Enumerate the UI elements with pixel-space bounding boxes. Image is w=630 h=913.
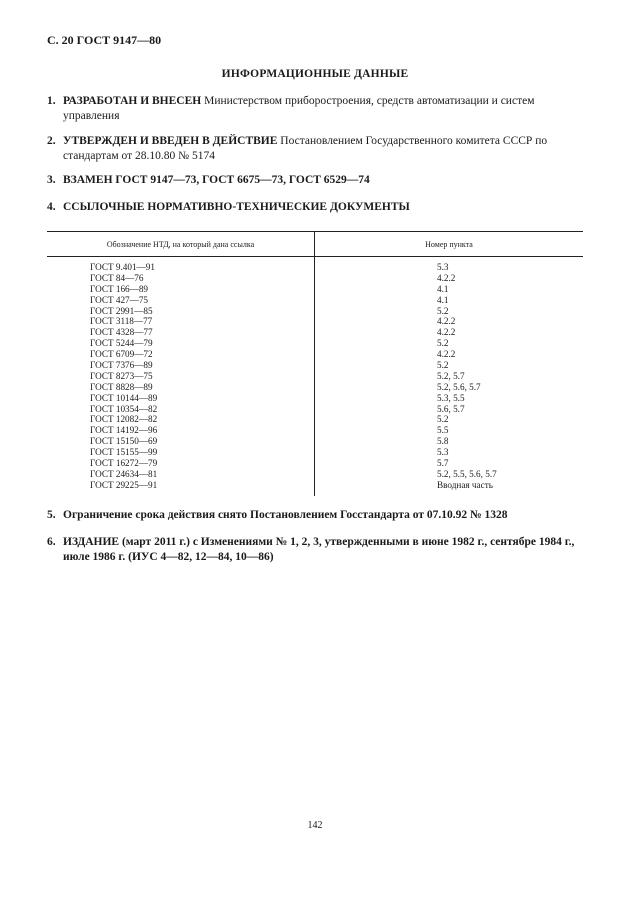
section-number: 2. [47,135,56,147]
table-cell-clause: 5.7 [437,458,449,469]
table-cell-clause: 5.2 [437,414,449,425]
table-cell-clause: Вводная часть [437,479,493,490]
table-cell-document: ГОСТ 29225—91 [90,479,158,490]
section-number: 5. [47,509,56,521]
page-header: С. 20 ГОСТ 9147—80 [47,33,162,47]
section-lead: УТВЕРЖДЕН И ВВЕДЕН В ДЕЙСТВИЕ [63,135,278,147]
section-number: 3. [47,174,56,186]
section-number: 4. [47,201,56,213]
table-column-divider [314,232,315,496]
table-cell-clause: 5.6, 5.7 [437,403,465,414]
table-cell-clause: 5.3 [437,447,449,458]
table-cell-clause: 4.2.2 [437,327,456,338]
section-text: ВЗАМЕН ГОСТ 9147—73, ГОСТ 6675—73, ГОСТ 6529—74 [63,174,370,186]
table-cell-clause: 5.2, 5.6, 5.7 [437,381,481,392]
page-title: ИНФОРМАЦИОННЫЕ ДАННЫЕ [221,68,409,80]
table-cell-clause: 4.2.2 [437,316,456,327]
section-text [63,134,587,164]
table-cell-document: ГОСТ 24634—81 [90,468,158,479]
section-number: 6. [47,536,56,548]
table-cell-clause: 5.2 [437,360,449,371]
table-cell-clause: 4.1 [437,294,449,305]
table-cell-clause: 5.5 [437,425,449,436]
section-number: 1. [47,95,56,107]
table-cell-document: ГОСТ 10144—89 [90,392,158,403]
table-cell-clause: 4.2.2 [437,349,456,360]
table-top-rule [47,231,583,232]
table-cell-document: ГОСТ 4328—77 [90,327,153,338]
table-cell-document: ГОСТ 8273—75 [90,370,153,381]
table-cell-document: ГОСТ 3118—77 [90,316,153,327]
table-cell-document: ГОСТ 166—89 [90,283,149,294]
table-cell-document: ГОСТ 7376—89 [90,360,153,371]
table-cell-document: ГОСТ 84—76 [90,272,144,283]
table-cell-document: ГОСТ 10354—82 [90,403,158,414]
table-cell-clause: 4.2.2 [437,272,456,283]
table-cell-document: ГОСТ 6709—72 [90,349,153,360]
table-cell-document: ГОСТ 2991—85 [90,305,153,316]
section-text: ССЫЛОЧНЫЕ НОРМАТИВНО-ТЕХНИЧЕСКИЕ ДОКУМЕНТЫ [63,201,410,213]
table-cell-clause: 5.3, 5.5 [437,392,465,403]
table-cell-clause: 5.2, 5.5, 5.6, 5.7 [437,468,497,479]
table-cell-document: ГОСТ 427—75 [90,294,149,305]
table-cell-document: ГОСТ 14192—96 [90,425,158,436]
table-cell-clause: 5.2, 5.7 [437,370,465,381]
table-cell-clause: 4.1 [437,283,449,294]
table-cell-document: ГОСТ 15155—99 [90,447,158,458]
table-column-documents [90,262,290,491]
section-body: Министерством приборостроения, средств автоматизации и систем управления [63,95,535,122]
table-cell-document: ГОСТ 9.401—91 [90,262,155,272]
section-text [63,94,587,124]
table-cell-document: ГОСТ 15150—69 [90,436,158,447]
table-cell-document: ГОСТ 16272—79 [90,458,158,469]
page-number: 142 [307,820,323,831]
table-header-cell: Номер пункта [425,240,473,249]
table-cell-document: ГОСТ 8828—89 [90,381,153,392]
section-text: ИЗДАНИЕ (март 2011 г.) с Изменениями № 1, 2, 3, утвержденными в июне 1982 г., сентябре 1984 г., июле 1986 г. (ИУС 4—82, 12—84, 10—86) [63,536,575,563]
table-header-rule [47,256,583,257]
section-lead: РАЗРАБОТАН И ВНЕСЕН [63,95,202,107]
table-header-cell: Обозначение НТД, на который дана ссылка [106,240,255,249]
table-cell-document: ГОСТ 12082—82 [90,414,158,425]
table-column-clauses [437,262,587,491]
table-cell-clause: 5.2 [437,338,449,349]
table-cell-clause: 5.2 [437,305,449,316]
section-body: Постановлением Государственного комитета СССР по стандартам от 28.10.80 № 5174 [63,135,548,162]
table-cell-document: ГОСТ 5244—79 [90,338,153,349]
table-cell-clause: 5.3 [437,262,449,272]
table-cell-clause: 5.8 [437,436,449,447]
section-text: Ограничение срока действия снято Постановлением Госстандарта от 07.10.92 № 1328 [63,509,508,521]
